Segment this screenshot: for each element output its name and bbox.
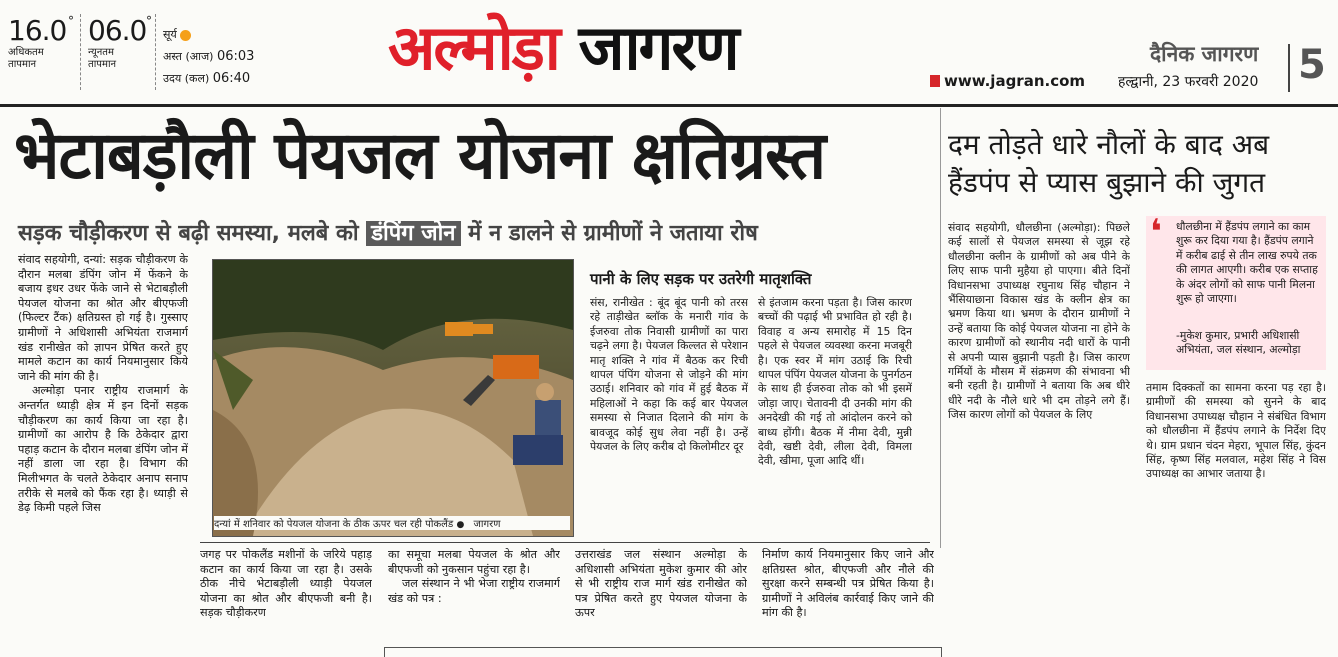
page-number: 5 [1298,42,1326,88]
max-temp: 16.0 [8,14,67,47]
main-story-col1: संवाद सहयोगी, दन्यां: सड़क चौड़ीकरण के दौरान मलबा डंपिंग जोन में फेंकने के बजाय इधर उधर फेंके जाने से भेटाबड़ौली पेयजल योजना का श्रोत और बीएफजी (फिल्टर टैंक) क्षतिग्रस्त हो गई है। गुस्साए ग्रामीणों ने अधिशासी अभियंता राजमार्ग खंड रानीखेत को ज्ञापन प्रेषित करते हुए मामले कटान का कार्य नियमानुसार किये जाने की मांग की है। अल्मोड़ा पनार राष्ट्रीय राजमार्ग के अन्तर्गत ध्याड़ी क्षेत्र में इन दिनों सड़क चौड़ीकरण का कार्य किया जा रहा है। ग्रामीणों का आरोप है कि ठेकेदार द्वारा पहाड़ कटान के दौरान मलबा डंपिंग जोन में नहीं डाला जा रहा है। विभाग की मिलीभगत के चलते ठेकेदार अनाप सनाप तरीके से मलबे को फैंक रहा है। ध्याड़ी से डेढ़ किमी पहले जिस [18,253,188,515]
weather-max [8,14,78,71]
quote-text: धौलछीना में हैंडपंप लगाने का काम शुरू कर दिया गया है। हैंडपंप लगाने में करीब ढाई से तीन लाख रुपये तक की लागत आएगी। करीब एक सप्ताह के अंदर लोगों को साफ पानी मिलना शुरू हो जाएगा। [1176,220,1318,306]
photo-image [213,260,573,536]
main-subhead: सड़क चौड़ीकरण से बढ़ी समस्या, मलबे को डंपिंग जोन में न डालने से ग्रामीणों ने जताया रोष [18,221,758,246]
quote-icon: ❛ [1150,212,1162,252]
degree-icon: ° [68,14,74,28]
main-headline: भेटाबड़ौली पेयजल योजना क्षतिग्रस्त [14,117,826,194]
degree-icon: ° [146,14,152,28]
side-headline: पानी के लिए सड़क पर उतरेगी मातृशक्ति [590,270,812,288]
brand-name: दैनिक जागरण [1150,42,1259,66]
website: www.jagran.com [930,72,1085,90]
quote-attribution: -मुकेश कुमार, प्रभारी अधिशासी अभियंता, जल संस्थान, अल्मोड़ा [1176,329,1301,357]
weather-min [88,14,158,71]
min-label-1: न्यूनतम [88,47,114,58]
max-label-2: तापमान [8,59,37,70]
bottom-divider [200,542,930,543]
camera-icon: ● [456,520,465,530]
weather-divider [155,14,156,90]
subhead-highlight: डंपिंग जोन [366,221,460,246]
excavator-photo [212,259,574,537]
dateline: हल्द्वानी, 23 फरवरी 2020 [1118,74,1259,90]
masthead-part2: जागरण [578,11,738,84]
main-story-col5: निर्माण कार्य नियमानुसार किए जाने और क्षतिग्रस्त श्रोत, बीएफजी और नौले की सुरक्षा करने सम्बन्धी पत्र प्रेषित किया है। ग्रामीणों ने अविलंब कार्रवाई किए जाने की मांग की है। [762,548,934,620]
main-story-col2: जगह पर पोकलैंड मशीनों के जरिये पहाड़ कटान का कार्य किया जा रहा है। उसके ठीक नीचे भेटाबड़ौली ध्याड़ी पेयजल योजना का श्रोत और बीएफजी बनी है। सड़क चौड़ीकरण [200,548,372,620]
page-divider [1288,44,1290,92]
sunrise-time: 06:40 [212,71,251,86]
photo-credit: जागरण [473,519,501,530]
jagran-logo-icon [930,75,940,87]
max-label-1: अधिकतम [8,47,44,58]
sunset-time: 06:03 [216,49,255,64]
min-label-2: तापमान [88,59,117,70]
masthead-part1: अल्मोड़ा [388,11,559,84]
weather-divider [80,14,81,90]
main-story-col4: उत्तराखंड जल संस्थान अल्मोड़ा के अधिशासी अभियंता मुकेश कुमार की ओर से भी राष्ट्रीय राज मार्ग खंड रानीखेत को पत्र प्रेषित करते हुए पेयजल योजना के ऊपर [575,548,747,620]
masthead-title [388,4,738,88]
side-story-col1: संस, रानीखेत : बूंद बूंद पानी को तरस रहे ताड़ीखेत ब्लॉक के मनारी गांव के ईजरुवा तोक निवासी ग्रामीणों का पारा चढ़ने लगा है। पेयजल किल्लत से परेशान मातृ शक्ति ने गांव में बैठक कर रिची थापल पंपिंग योजना से जोड़ने की मांग उठाई। शनिवार को गांव में हुई बैठक में महिलाओं ने कहा कि कई बार पेयजल समस्या से निजात दिलाने की मांग के बावजूद कोई सुध लेवा नहीं है। उन्हें पेयजल के लिए करीब दो किलोमीटर दूर [590,296,748,454]
sun-label: सूर्य [163,28,177,41]
quote-box [1146,212,1326,370]
right-headline: दम तोड़ते धारे नौलों के बाद अब हैंडपंप से प्यास बुझाने की जुगत [948,128,1270,199]
sun-times [163,24,263,90]
sunset-label: अस्त (आज) [163,50,214,63]
right-story-col2: तमाम दिक्कतों का सामना करना पड़ रहा है। ग्रामीणों की समस्या को सुनने के बाद विधानसभा उपाध्यक्ष चौहान ने संबंधित विभाग को धौलछीना में हैंडपंप लगाने के निर्देश दिए थे। ग्राम प्रधान चंदन मेहरा, भूपाल सिंह, कुंदन सिंह, कृष्ण सिंह मलवाल, महेश सिंह ने विस उपाध्यक्ष का आभार जताया है। [1146,381,1326,481]
right-story-col1: संवाद सहयोगी, धौलछीना (अल्मोड़ा): पिछले कई सालों से पेयजल समस्या से जूझ रहे धौलछीना क्लीन के ग्रामीणों को अब पीने के लिए साफ पानी मुहैया हो पाएगा। बीते दिनों विधानसभा उपाध्यक्ष रघुनाथ सिंह चौहान ने भैंसियाछाना विकास खंड के क्लीन क्षेत्र का भ्रमण किया था। भ्रमण के दौरान ग्रामीणों ने उन्हें बताया कि कोई पेयजल योजना ना होने के कारण ग्रामीणों को स्थानीय नदी धारों के पानी से अपनी प्यास बुझानी पड़ती है। जिस कारण गर्मियों के मौसम में संक्रमण की संभावना भी बनी रहती है। ग्रामीणों ने बताया कि अब धीरे धीरे नदी के नौले धारे भी दम तोड़ने लगे हैं। जिस कारण लोगों को पेयजल के लिए [948,221,1130,422]
sunrise-label: उदय (कल) [163,72,210,85]
side-story-col2: से इंतजाम करना पड़ता है। जिस कारण बच्चों की पढ़ाई भी प्रभावित हो रही है। विवाह व अन्य समारोह में 15 दिन पहले से पेयजल व्यवस्था करना मजबूरी है। एक स्वर में मांग उठाई कि रिची थापल पंपिंग पेयजल योजना के पुनर्गठन के साथ ही ईजरुवा तोक को भी इसमें जोड़ा जाए। चेतावनी दी उनकी मांग की अनदेखी की गई तो आंदोलन करने को बाध्य होंगी। बैठक में नीमा देवी, मुन्नी देवी, खष्टी देवी, लीला देवी, विमला देवी, खीमा, पूजा आदि थीं। [758,296,912,468]
sun-icon [180,30,191,41]
main-story-col3: का समूचा मलबा पेयजल के श्रोत और बीएफजी को नुकसान पहुंचा रहा है। जल संस्थान ने भी भेजा राष्ट्रीय राजमार्ग खंड को पत्र : [388,548,560,605]
photo-caption: दन्यां में शनिवार को पेयजल योजना के ठीक ऊपर चल रही पोकलैंड ● जागरण [214,516,570,530]
right-column-divider [940,108,941,548]
min-temp: 06.0 [88,14,147,47]
